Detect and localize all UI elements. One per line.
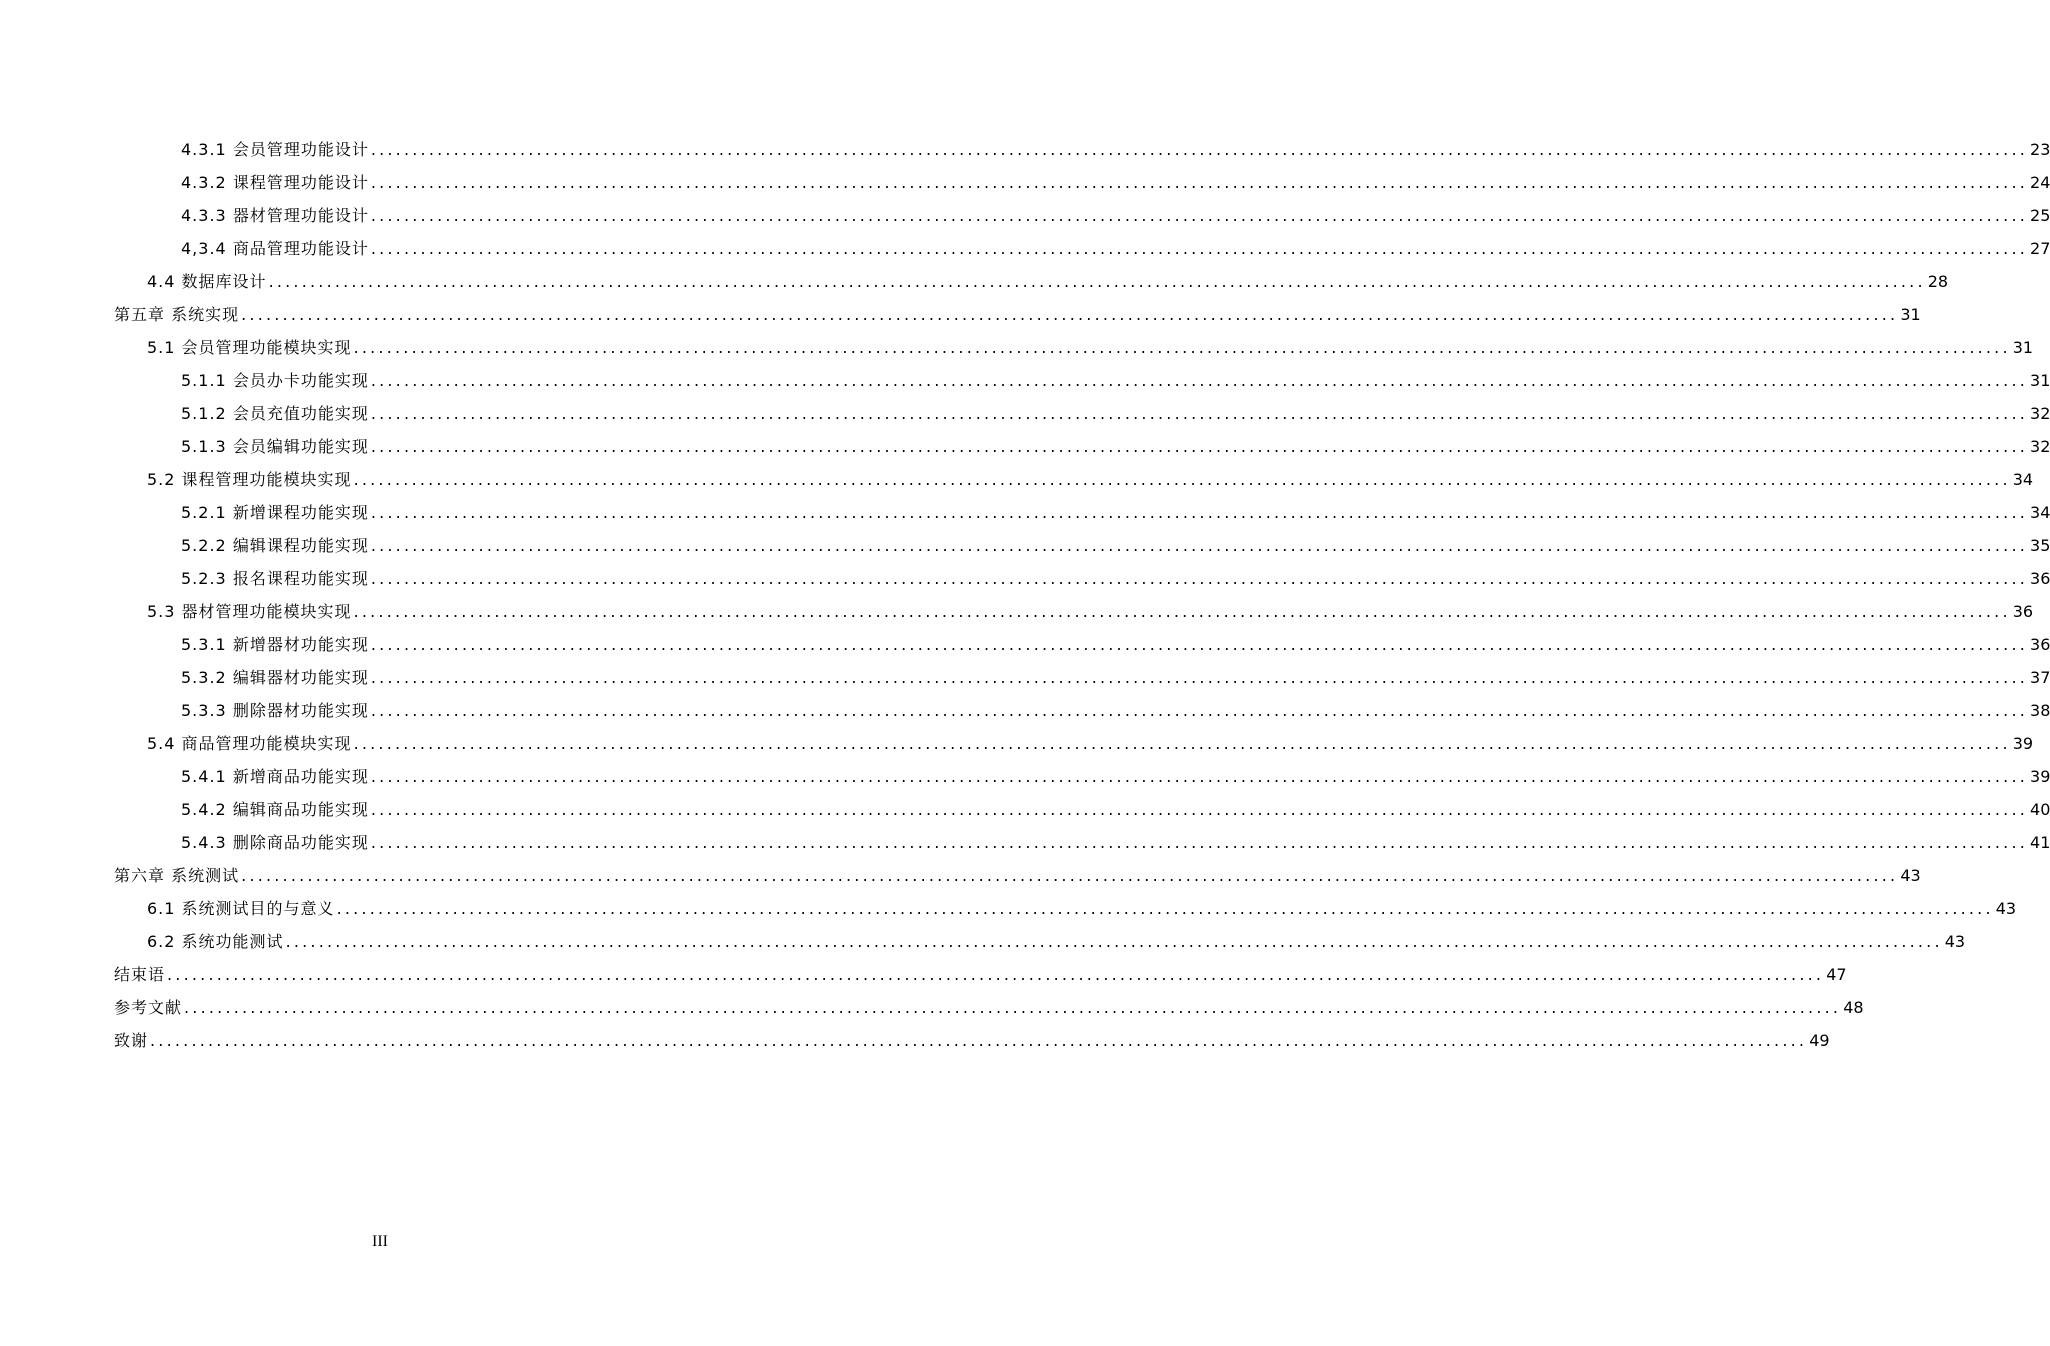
toc-entry[interactable] (0, 430, 2050, 463)
toc-dot-leader: ........................................................................................................................................................................................................ (353, 602, 2011, 621)
toc-entry-title: 系统测试 (171, 866, 240, 885)
toc-entry[interactable] (0, 760, 2050, 793)
page-number: III (372, 1233, 388, 1250)
toc-entry[interactable] (0, 727, 2034, 760)
toc-dot-leader: ........................................................................................................................................................................................................ (370, 371, 2029, 390)
toc-entry-title: 编辑商品功能实现 (232, 800, 369, 819)
toc-dot-leader: ........................................................................................................................................................................................................ (353, 734, 2011, 753)
toc-entry[interactable] (0, 694, 2050, 727)
toc-entry-page: 39 (2012, 734, 2034, 753)
toc-entry-page: 36 (2030, 569, 2050, 588)
toc-entry-page: 38 (2030, 701, 2050, 720)
toc-entry[interactable] (0, 397, 2050, 430)
toc-entry-page: 32 (2030, 437, 2050, 456)
toc-entry-title: 编辑器材功能实现 (232, 668, 369, 687)
toc-entry-number: 4.4 (147, 272, 176, 291)
toc-entry-page: 27 (2030, 239, 2050, 258)
toc-entry-title: 参考文献 (114, 998, 183, 1017)
toc-entry-title: 商品管理功能设计 (232, 239, 369, 258)
toc-entry-number: 5.4.1 (181, 767, 227, 786)
toc-entry-page: 39 (2030, 767, 2050, 786)
toc-dot-leader: ........................................................................................................................................................................................................ (241, 866, 1899, 885)
toc-entry-title: 课程管理功能模块实现 (181, 470, 352, 489)
toc-entry-number: 5.4.2 (181, 800, 227, 819)
toc-entry-title: 报名课程功能实现 (232, 569, 369, 588)
toc-entry-number: 5.1.3 (181, 437, 227, 456)
toc-entry-page: 43 (1944, 932, 1966, 951)
toc-entry[interactable] (0, 265, 1949, 298)
toc-dot-leader: ........................................................................................................................................................................................................ (370, 536, 2029, 555)
toc-entry-page: 41 (2030, 833, 2050, 852)
toc-entry-page: 23 (2030, 140, 2050, 159)
toc-entry-title: 编辑课程功能实现 (232, 536, 369, 555)
toc-dot-leader: ........................................................................................................................................................................................................ (336, 899, 1994, 918)
toc-entry-title: 结束语 (114, 965, 166, 984)
toc-entry-title: 系统测试目的与意义 (181, 899, 335, 918)
toc-entry-number: 4.3.3 (181, 206, 227, 225)
toc-entry-page: 32 (2030, 404, 2050, 423)
toc-dot-leader: ........................................................................................................................................................................................................ (370, 206, 2029, 225)
toc-entry-title: 会员编辑功能实现 (232, 437, 369, 456)
toc-dot-leader: ........................................................................................................................................................................................................ (353, 338, 2011, 357)
toc-entry-title: 致谢 (114, 1031, 149, 1050)
toc-entry-number: 5.3.1 (181, 635, 227, 654)
toc-entry[interactable] (0, 925, 1966, 958)
toc-dot-leader: ........................................................................................................................................................................................................ (370, 635, 2029, 654)
toc-entry-title: 课程管理功能设计 (232, 173, 369, 192)
toc-entry-title: 会员管理功能设计 (232, 140, 369, 159)
toc-entry-number: 4,3.4 (181, 239, 227, 258)
toc-dot-leader: ........................................................................................................................................................................................................ (370, 833, 2029, 852)
toc-entry-number: 5.1.1 (181, 371, 227, 390)
toc-entry-page: 28 (1927, 272, 1949, 291)
toc-entry[interactable] (0, 595, 2034, 628)
toc-entry-title: 会员充值功能实现 (232, 404, 369, 423)
toc-entry-page: 40 (2030, 800, 2050, 819)
toc-dot-leader: ........................................................................................................................................................................................................ (370, 404, 2029, 423)
toc-entry-title: 新增器材功能实现 (232, 635, 369, 654)
toc-entry-page: 35 (2030, 536, 2050, 555)
toc-entry-title: 器材管理功能设计 (232, 206, 369, 225)
toc-entry[interactable] (0, 991, 1864, 1024)
toc-entry-title: 器材管理功能模块实现 (181, 602, 352, 621)
toc-dot-leader: ........................................................................................................................................................................................................ (184, 998, 1842, 1017)
toc-dot-leader: ........................................................................................................................................................................................................ (370, 437, 2029, 456)
toc-entry-number: 5.4.3 (181, 833, 227, 852)
toc-entry-title: 数据库设计 (181, 272, 267, 291)
toc-entry-title: 删除器材功能实现 (232, 701, 369, 720)
toc-entry-page: 36 (2012, 602, 2034, 621)
toc-entry-number: 6.2 (147, 932, 176, 951)
toc-entry-number: 4.3.2 (181, 173, 227, 192)
toc-entry-page: 34 (2030, 503, 2050, 522)
toc-entry[interactable] (0, 826, 2050, 859)
toc-entry-number: 5.1.2 (181, 404, 227, 423)
toc-entry-page: 24 (2030, 173, 2050, 192)
toc-entry-title: 系统实现 (171, 305, 240, 324)
table-of-contents (0, 133, 2050, 1057)
toc-entry[interactable] (0, 859, 1921, 892)
toc-entry[interactable] (0, 364, 2050, 397)
toc-entry-title: 会员办卡功能实现 (232, 371, 369, 390)
toc-dot-leader: ........................................................................................................................................................................................................ (370, 767, 2029, 786)
toc-entry-page: 43 (1995, 899, 2017, 918)
toc-entry-number: 5.3 (147, 602, 176, 621)
toc-entry[interactable] (0, 892, 2017, 925)
toc-dot-leader: ........................................................................................................................................................................................................ (370, 800, 2029, 819)
toc-entry[interactable] (0, 166, 2050, 199)
toc-entry-title: 系统功能测试 (181, 932, 284, 951)
toc-dot-leader: ........................................................................................................................................................................................................ (285, 932, 1943, 951)
toc-entry-number: 5.1 (147, 338, 176, 357)
toc-entry-number: 6.1 (147, 899, 176, 918)
toc-entry-page: 31 (2012, 338, 2034, 357)
toc-dot-leader: ........................................................................................................................................................................................................ (370, 569, 2029, 588)
toc-entry[interactable] (0, 133, 2050, 166)
toc-entry-page: 47 (1826, 965, 1847, 984)
toc-entry-page: 25 (2030, 206, 2050, 225)
toc-dot-leader: ........................................................................................................................................................................................................ (370, 239, 2029, 258)
toc-entry-page: 48 (1843, 998, 1864, 1017)
toc-dot-leader: ........................................................................................................................................................................................................ (370, 701, 2029, 720)
toc-entry[interactable] (0, 529, 2050, 562)
toc-entry-page: 49 (1809, 1031, 1830, 1050)
toc-entry-number: 5.4 (147, 734, 176, 753)
toc-entry-page: 31 (2030, 371, 2050, 390)
toc-entry-page: 36 (2030, 635, 2050, 654)
toc-dot-leader: ........................................................................................................................................................................................................ (241, 305, 1899, 324)
toc-entry-number: 5.2.3 (181, 569, 227, 588)
toc-entry[interactable] (0, 628, 2050, 661)
toc-entry-number: 5.2.2 (181, 536, 227, 555)
toc-entry-page: 37 (2030, 668, 2050, 687)
toc-entry-page: 34 (2012, 470, 2034, 489)
toc-entry-page: 31 (1900, 305, 1921, 324)
toc-entry-number: 5.3.2 (181, 668, 227, 687)
toc-dot-leader: ........................................................................................................................................................................................................ (370, 503, 2029, 522)
toc-entry-number: 第五章 (114, 305, 166, 324)
toc-entry-page: 43 (1900, 866, 1921, 885)
toc-entry[interactable] (0, 793, 2050, 826)
toc-dot-leader: ........................................................................................................................................................................................................ (370, 140, 2029, 159)
toc-dot-leader: ........................................................................................................................................................................................................ (370, 173, 2029, 192)
toc-dot-leader: ........................................................................................................................................................................................................ (268, 272, 1926, 291)
toc-dot-leader: ........................................................................................................................................................................................................ (150, 1031, 1808, 1050)
toc-entry-title: 删除商品功能实现 (232, 833, 369, 852)
toc-entry-number: 4.3.1 (181, 140, 227, 159)
toc-entry[interactable] (0, 562, 2050, 595)
toc-entry-number: 5.2.1 (181, 503, 227, 522)
toc-entry-title: 新增课程功能实现 (232, 503, 369, 522)
toc-entry-title: 商品管理功能模块实现 (181, 734, 352, 753)
toc-entry[interactable] (0, 199, 2050, 232)
toc-entry[interactable] (0, 463, 2034, 496)
toc-entry[interactable] (0, 1024, 1830, 1057)
toc-dot-leader: ........................................................................................................................................................................................................ (370, 668, 2029, 687)
toc-entry[interactable] (0, 232, 2050, 265)
toc-entry-number: 第六章 (114, 866, 166, 885)
toc-entry-number: 5.2 (147, 470, 176, 489)
toc-dot-leader: ........................................................................................................................................................................................................ (167, 965, 1825, 984)
toc-entry-number: 5.3.3 (181, 701, 227, 720)
toc-entry[interactable] (0, 958, 1847, 991)
toc-entry-title: 新增商品功能实现 (232, 767, 369, 786)
toc-dot-leader: ........................................................................................................................................................................................................ (353, 470, 2011, 489)
toc-entry[interactable] (0, 661, 2050, 694)
toc-entry-title: 会员管理功能模块实现 (181, 338, 352, 357)
toc-entry[interactable] (0, 331, 2034, 364)
toc-entry[interactable] (0, 298, 1921, 331)
toc-entry[interactable] (0, 496, 2050, 529)
